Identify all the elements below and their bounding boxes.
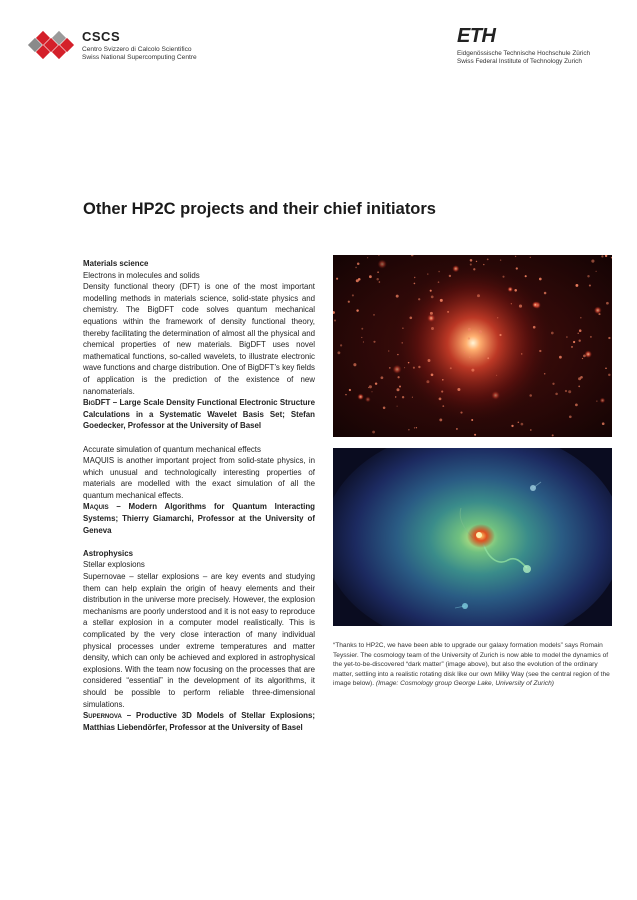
subhalo-dot: [397, 388, 400, 391]
subhalo-dot: [470, 259, 473, 262]
subhalo-dot: [555, 393, 558, 396]
subhalo-dot: [515, 256, 516, 257]
subhalo-dot: [452, 265, 459, 272]
subhalo-dot: [608, 337, 610, 339]
subhalo-dot: [378, 259, 387, 268]
subhalo-dot: [368, 387, 369, 388]
subhalo-dot: [367, 257, 368, 258]
subhalo-dot: [471, 369, 474, 372]
subhalo-dot: [602, 422, 605, 425]
subhalo-dot: [442, 405, 444, 407]
subhalo-dot: [559, 356, 562, 359]
subhalo-dot: [573, 341, 575, 343]
subhalo-dot: [575, 404, 578, 407]
subhalo-dot: [507, 287, 513, 293]
subhalo-dot: [473, 268, 475, 270]
subhalo-dot: [416, 427, 417, 428]
subhalo-dot: [395, 396, 396, 397]
subhalo-dot: [430, 290, 432, 292]
subhalo-dot: [399, 386, 401, 388]
subhalo-dot: [427, 314, 435, 322]
section-heading-astro: Astrophysics: [83, 548, 133, 558]
cscs-header: [26, 30, 197, 62]
subhalo-dot: [591, 260, 594, 263]
subhalo-dot: [442, 379, 444, 381]
subhalo-dot: [402, 396, 404, 398]
subhalo-dot: [357, 394, 363, 400]
subhalo-dot: [552, 383, 554, 385]
subhalo-dot: [521, 423, 524, 426]
subhalo-dot: [589, 284, 591, 286]
subhalo-dot: [529, 394, 532, 397]
subheading-quantum: Accurate simulation of quantum mechanical effects: [83, 444, 261, 454]
subhalo-dot: [431, 373, 434, 376]
subhalo-dot: [340, 344, 342, 346]
subhalo-dot: [371, 391, 372, 392]
page-title: Other HP2C projects and their chief initiators: [83, 200, 436, 218]
subhalo-dot: [372, 431, 375, 434]
subhalo-dot: [456, 428, 458, 430]
subhalo-dot: [404, 367, 405, 368]
subhalo-dot: [590, 336, 592, 338]
paragraph-supernova: Supernovae – stellar explosions – are key events and studying them can help explain the origin of heavy elements and their distribution in the universe more precisely. However, the explosion mechanisms are poorly understood and it is not easy to reproduce a stellar explosion in a computer model realistically. This is complicated by the very close interaction of many individual physical processes under extreme temperatures and matter density, which can only be achieved and explored in astrophysical explosions. With the team now focusing on the processes that are considered “essential” in the development of its algorithms, it should be possible to perform reliable three-dimensional simulations.: [83, 572, 315, 709]
subhalo-dot: [369, 385, 372, 388]
subheading-electrons: Electrons in molecules and solids: [83, 270, 200, 280]
subhalo-dot: [487, 259, 489, 261]
cscs-name: CSCS: [82, 29, 121, 44]
subhalo-dot: [427, 273, 428, 274]
subhalo-dot: [497, 317, 498, 318]
project-supernova-name: Supernova: [83, 711, 122, 721]
subhalo-dot: [600, 398, 606, 404]
subhalo-dot: [582, 358, 583, 359]
subheading-stellar: Stellar explosions: [83, 560, 145, 570]
subhalo-dot: [357, 262, 360, 265]
caption-credit: (Image: Cosmology group George Lake, University of Zurich): [375, 680, 554, 688]
project-bigdft: [83, 397, 315, 432]
subhalo-dot: [439, 418, 442, 421]
subhalo-dot: [361, 328, 363, 330]
subhalo-dot: [502, 276, 504, 278]
subhalo-dot: [439, 398, 442, 401]
subhalo-dot: [496, 375, 497, 376]
eth-line1: Eidgenössische Technische Hochschule Zürich: [457, 50, 591, 57]
subhalo-dot: [409, 316, 412, 319]
subhalo-dot: [530, 257, 531, 258]
subhalo-dot: [516, 267, 518, 269]
subhalo-dot: [408, 429, 409, 430]
subhalo-dot: [587, 275, 589, 277]
eth-header: [457, 26, 607, 66]
subhalo-dot: [521, 353, 523, 355]
subhalo-dot: [373, 314, 375, 316]
project-maquis: [83, 501, 315, 536]
galaxy-image: [333, 448, 612, 626]
subhalo-dot: [438, 271, 440, 273]
subhalo-dot: [428, 359, 431, 362]
subhalo-dot: [352, 294, 354, 296]
subhalo-dot: [388, 350, 389, 351]
subhalo-dot: [474, 434, 476, 436]
project-bigdft-name: BigDFT: [83, 398, 111, 408]
subhalo-dot: [468, 328, 471, 331]
subhalo-dot: [345, 394, 347, 396]
subhalo-dot: [578, 333, 579, 334]
subhalo-dot: [530, 429, 532, 431]
paragraph-bigdft: Density functional theory (DFT) is one of the most important modelling methods in materials science, solid-state physics and chemistry. The BigDFT code solves quantum mechanical equations within the framework of density functional theory, thereby facilitating the determination of almost all the physical and chemical properties of new materials. BigDFT uses novel mathematical functions, so-called wavelets, to illustrate electronic wave functions and charge distribution. One of BigDFT’s key fields of application is the prediction of the existence of new nanomaterials.: [83, 282, 315, 396]
subhalo-dot: [519, 305, 522, 308]
subhalo-dot: [578, 377, 581, 380]
subhalo-dot: [487, 357, 489, 359]
subhalo-dot: [594, 306, 602, 314]
subhalo-dot: [447, 311, 449, 313]
subhalo-dot: [514, 289, 517, 292]
subhalo-dot: [539, 278, 542, 281]
subhalo-dot: [596, 401, 597, 402]
subhalo-dot: [337, 351, 340, 354]
subhalo-dot: [511, 425, 513, 427]
dark-matter-graphic: [333, 255, 612, 437]
project-maquis-detail: – Modern Algorithms for Quantum Interacting Systems; Thierry Giamarchi, Professor at the University of Geneva: [83, 502, 315, 535]
subhalo-dot: [464, 352, 465, 353]
subhalo-dot: [575, 284, 578, 287]
subhalo-dot: [470, 263, 472, 265]
cscs-line2: Swiss National Supercomputing Centre: [82, 54, 197, 61]
subhalo-dot: [383, 407, 386, 410]
subhalo-dot: [578, 385, 580, 387]
subhalo-dot: [408, 362, 410, 364]
paragraph-maquis: MAQUIS is another important project from solid-state physics, in which unusual and technologically interesting properties of materials are modelled with the exact simulation of all the quantum mechanical effects.: [83, 456, 315, 500]
subhalo-dot: [579, 329, 582, 332]
subhalo-dot: [413, 367, 415, 369]
subhalo-dot: [571, 346, 573, 348]
subhalo-dot: [426, 380, 429, 383]
subhalo-dot: [539, 350, 541, 352]
subhalo-dot: [375, 382, 377, 384]
subhalo-dot: [533, 326, 536, 329]
subhalo-dot: [414, 283, 416, 285]
subhalo-dot: [377, 271, 379, 273]
cscs-logo-icon: [26, 30, 76, 60]
project-supernova-detail: – Productive 3D Models of Stellar Explosions; Matthias Liebendörfer, Professor at the University of Basel: [83, 711, 315, 732]
subhalo-dot: [596, 271, 597, 272]
subhalo-dot: [468, 337, 470, 339]
subhalo-dot: [355, 267, 357, 269]
subhalo-dot: [393, 365, 402, 374]
subhalo-dot: [551, 332, 554, 335]
dark-matter-image: [333, 255, 612, 437]
galaxy-graphic: [333, 448, 612, 626]
subhalo-dot: [397, 376, 399, 378]
subhalo-dot: [348, 301, 350, 303]
subhalo-dot: [457, 388, 460, 391]
subhalo-dot: [353, 363, 356, 366]
subhalo-dot: [418, 298, 420, 300]
subhalo-dot: [579, 340, 581, 342]
cscs-line1: Centro Svizzero di Calcolo Scientifico: [82, 46, 192, 53]
subhalo-dot: [584, 350, 592, 358]
project-bigdft-detail: – Large Scale Density Functional Electronic Structure Calculations in a Systematic Wavelet Basis Set; Stefan Goedecker, Professor at the University of Basel: [83, 398, 315, 431]
subhalo-dot: [414, 427, 415, 428]
subhalo-dot: [431, 296, 434, 299]
subhalo-dot: [389, 367, 391, 369]
subhalo-dot: [518, 422, 519, 423]
subhalo-dot: [438, 281, 440, 283]
subhalo-dot: [569, 415, 572, 418]
project-maquis-name: Maquis: [83, 502, 109, 512]
subhalo-dot: [479, 330, 482, 333]
subhalo-dot: [583, 355, 586, 358]
subhalo-dot: [511, 303, 512, 304]
subhalo-dot: [418, 366, 420, 368]
project-supernova: [83, 710, 315, 733]
subhalo-dot: [568, 390, 571, 393]
subhalo-dot: [544, 373, 546, 375]
subhalo-dot: [402, 327, 404, 329]
subhalo-dot: [532, 301, 539, 308]
subhalo-dot: [477, 294, 480, 297]
subhalo-dot: [379, 281, 381, 283]
subhalo-dot: [601, 255, 603, 257]
subhalo-dot: [376, 278, 378, 280]
subhalo-dot: [469, 356, 471, 358]
subhalo-dot: [525, 275, 527, 277]
subhalo-dot: [440, 299, 443, 302]
subhalo-dot: [361, 337, 362, 338]
subhalo-dot: [414, 277, 415, 278]
subhalo-dot: [552, 434, 554, 436]
subhalo-dot: [381, 376, 384, 379]
subhalo-dot: [565, 390, 567, 392]
subhalo-dot: [334, 320, 336, 322]
subhalo-dot: [431, 327, 434, 330]
image-caption: [333, 641, 615, 689]
eth-logo: ETH: [457, 25, 496, 47]
subhalo-dot: [356, 309, 358, 311]
subhalo-dot: [605, 368, 607, 370]
article-body: [83, 258, 315, 733]
subhalo-dot: [500, 259, 501, 260]
subhalo-dot: [476, 261, 477, 262]
eth-line2: Swiss Federal Institute of Technology Zurich: [457, 58, 582, 65]
subhalo-dot: [369, 275, 372, 278]
subhalo-dot: [491, 391, 500, 400]
caption-text: “Thanks to HP2C, we have been able to upgrade our galaxy formation models” says Romain Teyssier. The cosmology team of the University of Zurich is now able to model the dynamics of the yet-to-be-discovered “dark matter” (image above), but also the evolution of the ordinary matter, settling into a realistic rotating disk like our own Milky Way (see the central region of the image below).: [333, 642, 610, 688]
subhalo-dot: [397, 406, 398, 407]
subhalo-dot: [358, 278, 361, 281]
subhalo-dot: [471, 419, 473, 421]
subhalo-dot: [365, 397, 371, 403]
subhalo-dot: [580, 317, 582, 319]
subhalo-dot: [483, 264, 484, 265]
subhalo-dot: [450, 367, 452, 369]
subhalo-dot: [449, 275, 451, 277]
subhalo-dot: [363, 341, 364, 342]
subhalo-dot: [566, 336, 568, 338]
subhalo-dot: [441, 391, 443, 393]
subhalo-dot: [373, 341, 375, 343]
subhalo-dot: [336, 278, 338, 280]
subhalo-dot: [499, 334, 501, 336]
subhalo-dot: [402, 342, 403, 343]
section-heading-materials: Materials science: [83, 259, 149, 268]
subhalo-dot: [460, 412, 462, 414]
subhalo-dot: [349, 389, 351, 391]
subhalo-dot: [412, 397, 413, 398]
subhalo-dot: [606, 302, 609, 305]
subhalo-dot: [397, 354, 398, 355]
subhalo-dot: [544, 292, 547, 295]
subhalo-dot: [396, 295, 399, 298]
subhalo-dot: [608, 374, 610, 376]
